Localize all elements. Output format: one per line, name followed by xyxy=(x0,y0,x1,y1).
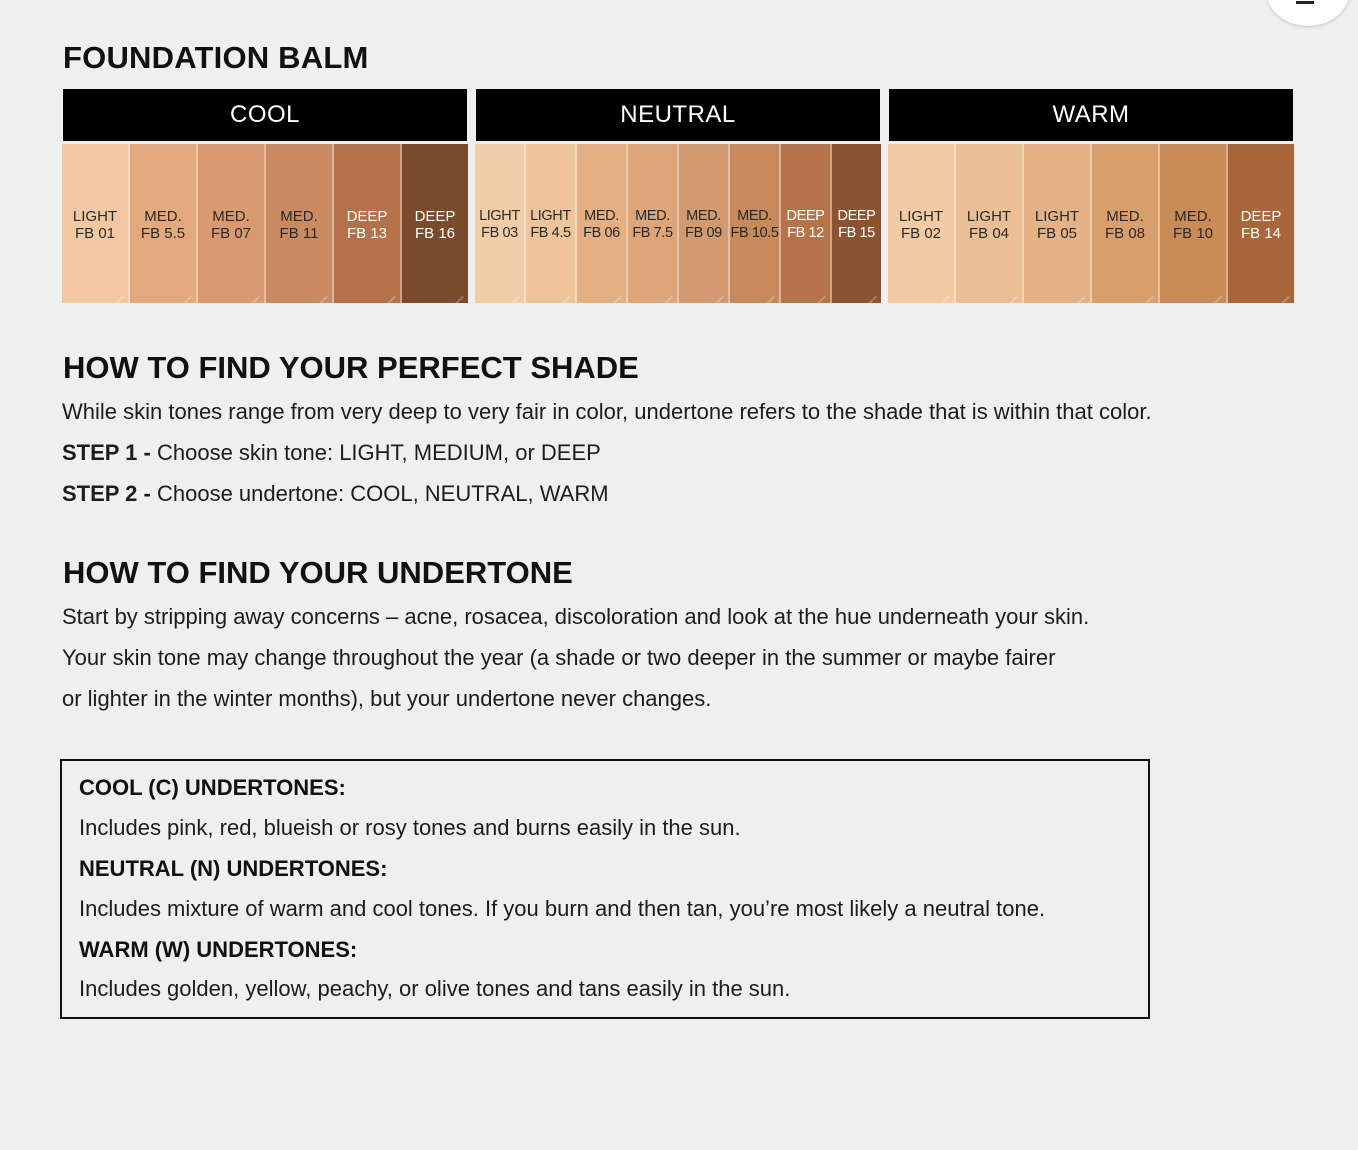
shade-swatch[interactable] xyxy=(888,144,956,303)
shade-code: FB 04 xyxy=(968,225,1010,242)
shade-depth: DEEP xyxy=(414,208,456,225)
shade-swatch[interactable] xyxy=(832,144,881,303)
shade-swatch-label xyxy=(526,208,575,242)
shade-code: FB 13 xyxy=(346,225,388,242)
perfect-shade-heading: HOW TO FIND YOUR PERFECT SHADE xyxy=(63,350,639,385)
shade-swatch-label xyxy=(1228,208,1294,242)
shade-code: FB 10.5 xyxy=(730,225,779,241)
shade-swatch[interactable] xyxy=(1024,144,1092,303)
shade-swatch-label xyxy=(402,208,468,242)
cool-undertone-heading: COOL (C) UNDERTONES: xyxy=(79,775,346,800)
shade-group-warm xyxy=(888,89,1294,303)
shade-swatch[interactable] xyxy=(475,144,526,303)
warm-undertone-heading: WARM (W) UNDERTONES: xyxy=(79,937,358,962)
step-2 xyxy=(62,481,609,507)
shade-depth: LIGHT xyxy=(966,208,1012,225)
shade-swatch-label xyxy=(1024,208,1090,242)
shade-swatch-row xyxy=(62,144,468,303)
shade-code: FB 05 xyxy=(1036,225,1078,242)
shade-depth: LIGHT xyxy=(530,208,571,224)
shade-swatch[interactable] xyxy=(1092,144,1160,303)
shade-code: FB 12 xyxy=(787,225,824,241)
shade-swatch-label xyxy=(679,208,728,242)
shade-group-cool xyxy=(62,89,468,303)
shade-code: FB 11 xyxy=(279,225,319,242)
shade-swatch-label xyxy=(130,208,196,242)
shade-depth: LIGHT xyxy=(479,208,520,224)
menu-icon xyxy=(1296,1,1314,4)
shade-code: FB 01 xyxy=(74,225,116,242)
shade-depth: MED. xyxy=(144,208,182,225)
shade-code: FB 4.5 xyxy=(530,225,571,241)
shade-code: FB 06 xyxy=(583,225,620,241)
shade-swatch[interactable] xyxy=(198,144,266,303)
shade-code: FB 07 xyxy=(210,225,252,242)
shade-depth: MED. xyxy=(635,208,670,224)
shade-depth: MED. xyxy=(686,208,721,224)
shade-code: FB 02 xyxy=(900,225,942,242)
shade-code: FB 09 xyxy=(685,225,722,241)
shade-swatch[interactable] xyxy=(1228,144,1294,303)
shade-depth: MED. xyxy=(737,208,772,224)
shade-swatch[interactable] xyxy=(781,144,832,303)
shade-group-neutral xyxy=(475,89,881,303)
page-title: FOUNDATION BALM xyxy=(63,40,369,75)
shade-swatch-label xyxy=(577,208,626,242)
shade-depth: MED. xyxy=(212,208,250,225)
shade-swatch[interactable] xyxy=(577,144,628,303)
shade-code: FB 5.5 xyxy=(140,225,186,242)
shade-swatch[interactable] xyxy=(402,144,468,303)
shade-depth: MED. xyxy=(1174,208,1212,225)
neutral-undertone-text: Includes mixture of warm and cool tones. If you burn and then tan, you’re most likely a neutral tone. xyxy=(79,896,1046,921)
shade-swatch[interactable] xyxy=(130,144,198,303)
step-1-label: STEP 1 - xyxy=(62,440,151,465)
shade-swatch[interactable] xyxy=(730,144,781,303)
shade-swatch[interactable] xyxy=(679,144,730,303)
perfect-shade-intro: While skin tones range from very deep to very fair in color, undertone refers to the shade that is within that color. xyxy=(62,399,1152,424)
shade-swatch-label xyxy=(781,208,830,242)
shade-swatch-label xyxy=(888,208,954,242)
shade-swatch-label xyxy=(266,208,332,242)
shade-swatch-label xyxy=(475,208,524,242)
step-2-label: STEP 2 - xyxy=(62,481,151,506)
shade-code: FB 08 xyxy=(1104,225,1146,242)
shade-chart xyxy=(62,89,1294,303)
shade-depth: MED. xyxy=(1106,208,1144,225)
shade-depth: DEEP xyxy=(837,208,876,224)
shade-swatch[interactable] xyxy=(628,144,679,303)
shade-swatch-label xyxy=(1160,208,1226,242)
shade-swatch-label xyxy=(1092,208,1158,242)
shade-swatch-row xyxy=(475,144,881,303)
step-1-text: Choose skin tone: LIGHT, MEDIUM, or DEEP xyxy=(150,440,601,465)
shade-swatch-label xyxy=(956,208,1022,242)
shade-code: FB 03 xyxy=(481,225,518,241)
shade-depth: LIGHT xyxy=(898,208,944,225)
shade-code: FB 15 xyxy=(838,225,875,241)
shade-swatch-label xyxy=(832,208,881,242)
shade-swatch[interactable] xyxy=(956,144,1024,303)
shade-swatch[interactable] xyxy=(526,144,577,303)
shade-depth: LIGHT xyxy=(72,208,118,225)
neutral-undertone-heading: NEUTRAL (N) UNDERTONES: xyxy=(79,856,388,881)
undertone-line-3: or lighter in the winter months), but your undertone never changes. xyxy=(62,686,712,711)
shade-swatch-label xyxy=(628,208,677,242)
shade-depth: DEEP xyxy=(786,208,825,224)
shade-group-header: NEUTRAL xyxy=(476,89,880,141)
shade-swatch[interactable] xyxy=(266,144,334,303)
undertone-line-2: Your skin tone may change throughout the year (a shade or two deeper in the summer or maybe fairer xyxy=(62,645,1056,670)
shade-swatch[interactable] xyxy=(1160,144,1228,303)
step-2-text: Choose undertone: COOL, NEUTRAL, WARM xyxy=(150,481,609,506)
shade-group-header: COOL xyxy=(63,89,467,141)
undertone-line-1: Start by stripping away concerns – acne, rosacea, discoloration and look at the hue underneath your skin. xyxy=(62,604,1090,629)
shade-depth: LIGHT xyxy=(1034,208,1080,225)
shade-swatch-label xyxy=(334,208,400,242)
step-1 xyxy=(62,440,601,466)
shade-depth: DEEP xyxy=(1240,208,1282,225)
menu-button[interactable] xyxy=(1266,0,1350,26)
undertone-info-box xyxy=(60,759,1150,1019)
shade-swatch[interactable] xyxy=(334,144,402,303)
shade-code: FB 16 xyxy=(414,225,456,242)
shade-depth: MED. xyxy=(584,208,619,224)
undertone-heading: HOW TO FIND YOUR UNDERTONE xyxy=(63,555,573,590)
shade-depth: MED. xyxy=(280,208,318,225)
shade-group-header: WARM xyxy=(889,89,1293,141)
cool-undertone-text: Includes pink, red, blueish or rosy tones and burns easily in the sun. xyxy=(79,815,741,840)
shade-depth: DEEP xyxy=(346,208,388,225)
shade-code: FB 10 xyxy=(1172,225,1214,242)
warm-undertone-text: Includes golden, yellow, peachy, or olive tones and tans easily in the sun. xyxy=(79,976,791,1001)
shade-swatch-label xyxy=(62,208,128,242)
shade-swatch-label xyxy=(730,208,779,242)
shade-swatch-row xyxy=(888,144,1294,303)
shade-code: FB 14 xyxy=(1240,225,1282,242)
shade-swatch[interactable] xyxy=(62,144,130,303)
shade-code: FB 7.5 xyxy=(632,225,673,241)
shade-swatch-label xyxy=(198,208,264,242)
